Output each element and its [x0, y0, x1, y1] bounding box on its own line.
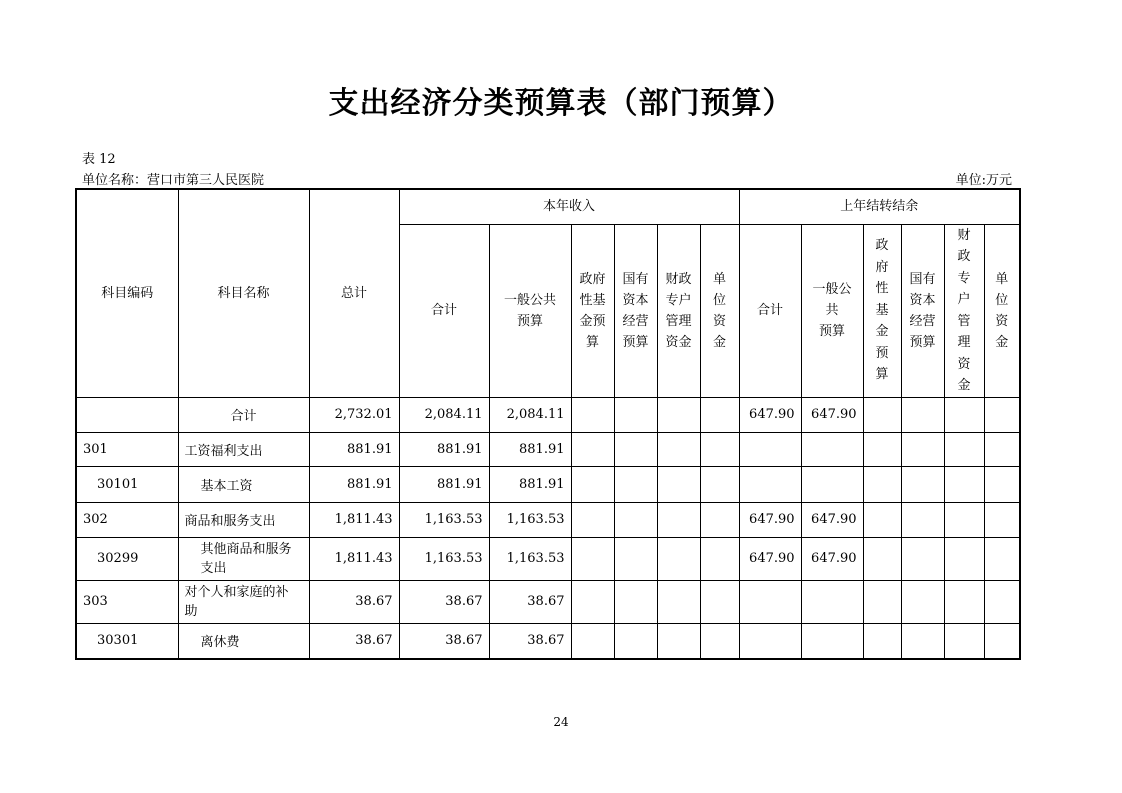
- header-cy-total: 合计: [399, 224, 489, 397]
- cell-code: 30301: [76, 623, 178, 659]
- cell-cy-special: [657, 623, 700, 659]
- cell-co-general: [801, 432, 863, 466]
- cell-cy-special: [657, 397, 700, 432]
- cell-co-state-capital: [901, 580, 944, 623]
- cell-co-special: [944, 502, 984, 537]
- header-carryover: 上年结转结余: [739, 189, 1020, 224]
- cell-cy-total: 38.67: [399, 623, 489, 659]
- cell-co-unit-funds: [984, 623, 1020, 659]
- cell-co-general: 647.90: [801, 537, 863, 580]
- cell-cy-total: 1,163.53: [399, 502, 489, 537]
- cell-cy-special: [657, 466, 700, 502]
- cell-cy-general: 881.91: [489, 432, 571, 466]
- header-cy-general: 一般公共 预算: [489, 224, 571, 397]
- table-row: [76, 537, 1020, 580]
- cell-co-total: 647.90: [739, 502, 801, 537]
- header-co-special: 财 政 专 户 管 理 资 金: [944, 224, 984, 397]
- cell-cy-state-capital: [614, 466, 657, 502]
- cell-co-total: [739, 580, 801, 623]
- cell-co-general: 647.90: [801, 502, 863, 537]
- cell-co-state-capital: [901, 502, 944, 537]
- cell-co-special: [944, 397, 984, 432]
- cell-co-gov-fund: [863, 537, 901, 580]
- cell-total: 38.67: [309, 580, 399, 623]
- cell-cy-unit-funds: [700, 432, 739, 466]
- table-number: 表 12: [82, 152, 116, 167]
- cell-cy-gov-fund: [571, 580, 614, 623]
- cell-cy-unit-funds: [700, 623, 739, 659]
- cell-code: 30299: [76, 537, 178, 580]
- cell-co-state-capital: [901, 466, 944, 502]
- cell-total: 1,811.43: [309, 537, 399, 580]
- cell-co-unit-funds: [984, 502, 1020, 537]
- header-co-total: 合计: [739, 224, 801, 397]
- unit-name: 单位名称：营口市第三人民医院: [82, 173, 265, 188]
- cell-cy-total: 2,084.11: [399, 397, 489, 432]
- cell-name: 其他商品和服务 支出: [178, 537, 309, 580]
- cell-co-state-capital: [901, 623, 944, 659]
- cell-cy-unit-funds: [700, 580, 739, 623]
- table-row: [76, 580, 1020, 623]
- cell-cy-total: 881.91: [399, 432, 489, 466]
- cell-co-gov-fund: [863, 580, 901, 623]
- cell-co-gov-fund: [863, 502, 901, 537]
- cell-co-special: [944, 537, 984, 580]
- cell-cy-state-capital: [614, 502, 657, 537]
- cell-code: 303: [76, 580, 178, 623]
- cell-total: 881.91: [309, 432, 399, 466]
- table-row: [76, 502, 1020, 537]
- header-cy-special: 财政 专户 管理 资金: [657, 224, 700, 397]
- table-row: [76, 623, 1020, 659]
- cell-cy-special: [657, 537, 700, 580]
- cell-cy-state-capital: [614, 397, 657, 432]
- document-title: 支出经济分类预算表（部门预算）: [328, 86, 794, 121]
- cell-name: 对个人和家庭的补 助: [178, 580, 309, 623]
- table-row: [76, 466, 1020, 502]
- header-cy-unit-funds: 单 位 资 金: [700, 224, 739, 397]
- cell-co-state-capital: [901, 537, 944, 580]
- cell-co-general: [801, 580, 863, 623]
- budget-table: [75, 188, 1021, 660]
- header-co-state-capital: 国有 资本 经营 预算: [901, 224, 944, 397]
- cell-cy-general: 1,163.53: [489, 502, 571, 537]
- cell-co-state-capital: [901, 397, 944, 432]
- cell-cy-gov-fund: [571, 397, 614, 432]
- cell-cy-general: 881.91: [489, 466, 571, 502]
- cell-co-gov-fund: [863, 466, 901, 502]
- cell-cy-unit-funds: [700, 537, 739, 580]
- cell-cy-state-capital: [614, 580, 657, 623]
- cell-co-total: [739, 432, 801, 466]
- cell-code: 302: [76, 502, 178, 537]
- cell-cy-gov-fund: [571, 537, 614, 580]
- cell-name: 商品和服务支出: [178, 502, 309, 537]
- cell-code: 30101: [76, 466, 178, 502]
- cell-total: 38.67: [309, 623, 399, 659]
- header-co-unit-funds: 单 位 资 金: [984, 224, 1020, 397]
- unit-label: 单位:万元: [955, 173, 1012, 188]
- cell-cy-gov-fund: [571, 432, 614, 466]
- cell-total: 881.91: [309, 466, 399, 502]
- cell-co-total: 647.90: [739, 537, 801, 580]
- cell-co-special: [944, 432, 984, 466]
- cell-cy-special: [657, 502, 700, 537]
- cell-cy-gov-fund: [571, 623, 614, 659]
- cell-co-general: 647.90: [801, 397, 863, 432]
- page-number: 24: [553, 715, 569, 729]
- cell-cy-total: 38.67: [399, 580, 489, 623]
- cell-cy-general: 1,163.53: [489, 537, 571, 580]
- cell-co-unit-funds: [984, 466, 1020, 502]
- cell-co-unit-funds: [984, 432, 1020, 466]
- cell-co-gov-fund: [863, 397, 901, 432]
- cell-cy-total: 881.91: [399, 466, 489, 502]
- cell-co-general: [801, 623, 863, 659]
- cell-co-total: 647.90: [739, 397, 801, 432]
- cell-cy-general: 2,084.11: [489, 397, 571, 432]
- cell-co-special: [944, 466, 984, 502]
- cell-cy-general: 38.67: [489, 623, 571, 659]
- cell-name: 离休费: [178, 623, 309, 659]
- header-co-gov-fund: 政 府 性 基 金 预 算: [863, 224, 901, 397]
- cell-cy-unit-funds: [700, 397, 739, 432]
- cell-cy-gov-fund: [571, 502, 614, 537]
- header-co-general: 一般公 共 预算: [801, 224, 863, 397]
- cell-co-state-capital: [901, 432, 944, 466]
- cell-cy-special: [657, 580, 700, 623]
- cell-co-general: [801, 466, 863, 502]
- cell-cy-total: 1,163.53: [399, 537, 489, 580]
- cell-co-unit-funds: [984, 537, 1020, 580]
- cell-code: 301: [76, 432, 178, 466]
- cell-code: [76, 397, 178, 432]
- total-row: [76, 397, 1020, 432]
- cell-name: 基本工资: [178, 466, 309, 502]
- cell-total: 2,732.01: [309, 397, 399, 432]
- cell-cy-general: 38.67: [489, 580, 571, 623]
- cell-cy-unit-funds: [700, 502, 739, 537]
- header-name: 科目名称: [178, 189, 309, 397]
- cell-co-special: [944, 580, 984, 623]
- cell-name: 合计: [178, 397, 309, 432]
- cell-cy-state-capital: [614, 537, 657, 580]
- cell-co-gov-fund: [863, 623, 901, 659]
- cell-co-unit-funds: [984, 397, 1020, 432]
- header-total: 总计: [309, 189, 399, 397]
- cell-co-unit-funds: [984, 580, 1020, 623]
- cell-cy-gov-fund: [571, 466, 614, 502]
- table-row: [76, 432, 1020, 466]
- header-current-year-income: 本年收入: [399, 189, 739, 224]
- header-cy-gov-fund: 政府 性基 金预 算: [571, 224, 614, 397]
- cell-total: 1,811.43: [309, 502, 399, 537]
- cell-cy-state-capital: [614, 623, 657, 659]
- header-cy-state-capital: 国有 资本 经营 预算: [614, 224, 657, 397]
- cell-cy-special: [657, 432, 700, 466]
- cell-co-special: [944, 623, 984, 659]
- cell-name: 工资福利支出: [178, 432, 309, 466]
- cell-co-total: [739, 623, 801, 659]
- cell-cy-state-capital: [614, 432, 657, 466]
- cell-cy-unit-funds: [700, 466, 739, 502]
- cell-co-total: [739, 466, 801, 502]
- cell-co-gov-fund: [863, 432, 901, 466]
- header-code: 科目编码: [76, 189, 178, 397]
